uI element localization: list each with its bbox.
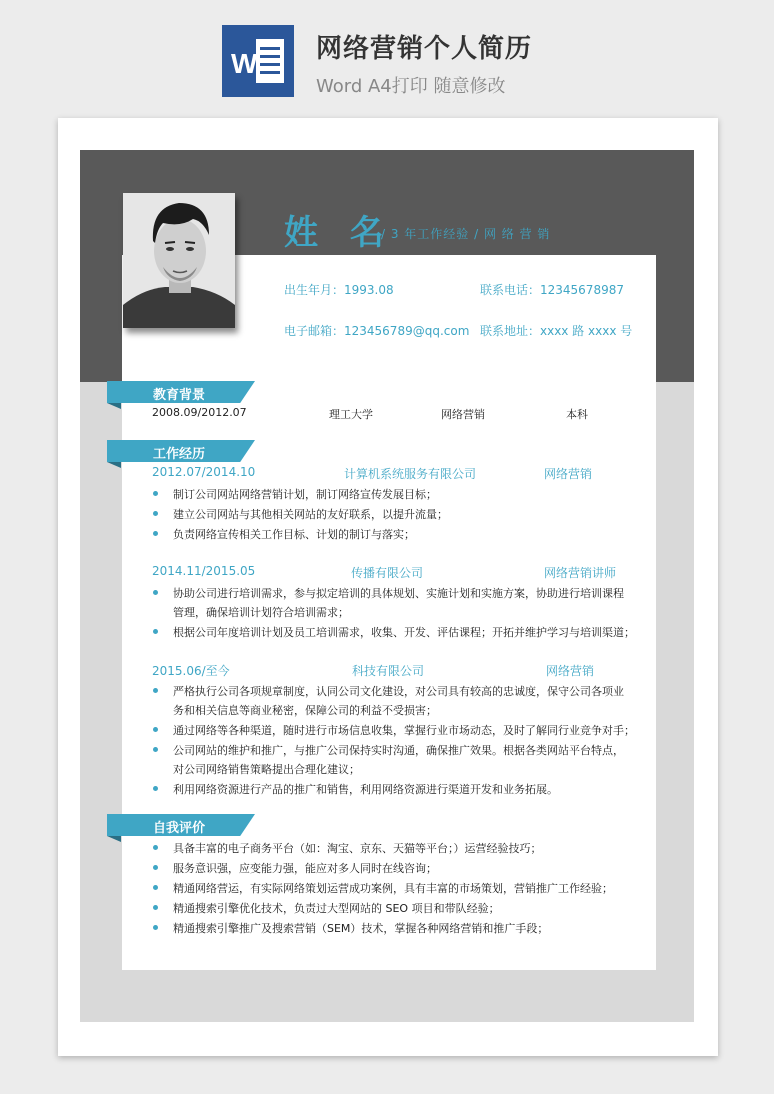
bullet-icon — [153, 925, 158, 930]
education-period: 2008.09/2012.07 — [152, 406, 247, 419]
bullet-icon — [153, 905, 158, 910]
job-duty: 通过网络等各种渠道，随时进行市场信息收集，掌握行业市场动态，及时了解同行业竞争对手； — [173, 724, 635, 737]
self-eval-item: 服务意识强，应变能力强，能应对多人同时在线咨询； — [173, 862, 437, 875]
birth-date: 出生年月：1993.08 — [284, 283, 394, 297]
section-title: 工作经历 — [153, 447, 206, 462]
section-title: 教育背景 — [153, 388, 206, 403]
job-position: 网络营销 — [546, 664, 595, 678]
candidate-tagline: / 3 年工作经验 / 网 络 营 销 — [381, 227, 551, 241]
bullet-icon — [153, 590, 158, 595]
word-icon-letter: W — [231, 48, 258, 79]
job-duty-continued: 对公司网络销售策略提出合理化建议； — [173, 763, 360, 776]
section-header-work — [107, 440, 257, 468]
bullet-icon — [153, 865, 158, 870]
bullet-icon — [153, 531, 158, 536]
job-duty: 公司网站的维护和推广，与推广公司保持实时沟通，确保推广效果。根据各类网站平台特点， — [173, 744, 624, 757]
self-eval-item: 精通网络营运，有实际网络策划运营成功案例，具有丰富的市场策划，营销推广工作经验； — [173, 882, 613, 895]
phone-number: 联系电话：12345678987 — [480, 283, 624, 297]
job-duty: 根据公司年度培训计划及员工培训需求，收集、开发、评估课程；开拓并维护学习与培训渠道； — [173, 626, 635, 639]
job-duty: 协助公司进行培训需求，参与拟定培训的具体规划、实施计划和实施方案，协助进行培训课程 — [173, 587, 624, 600]
education-degree: 本科 — [566, 408, 588, 421]
candidate-name: 姓 名 — [284, 213, 394, 253]
section-header-self-evaluation — [107, 814, 257, 842]
profile-photo — [123, 193, 235, 328]
job-duty-continued: 务和相关信息等商业秘密，保障公司的利益不受损害； — [173, 704, 437, 717]
job-period: 2012.07/2014.10 — [152, 465, 256, 479]
job-duty: 利用网络资源进行产品的推广和销售，利用网络资源进行渠道开发和业务拓展。 — [173, 783, 558, 796]
job-period: 2015.06/至今 — [152, 664, 230, 678]
bullet-icon — [153, 511, 158, 516]
word-document-icon — [222, 25, 294, 97]
job-duty: 制订公司网站网络营销计划，制订网络宣传发展目标； — [173, 488, 437, 501]
bullet-icon — [153, 491, 158, 496]
job-duty: 负责网络宣传相关工作目标、计划的制订与落实； — [173, 528, 415, 541]
job-period: 2014.11/2015.05 — [152, 564, 256, 578]
bullet-icon — [153, 747, 158, 752]
page-subtitle: Word A4打印 随意修改 — [316, 76, 506, 97]
job-position: 网络营销讲师 — [544, 566, 617, 580]
section-title: 自我评价 — [153, 821, 206, 836]
job-company: 计算机系统服务有限公司 — [344, 467, 477, 481]
page-title: 网络营销个人简历 — [316, 34, 533, 64]
self-eval-item: 精通搜索引擎推广及搜索营销（SEM）技术，掌握各种网络营销和推广手段； — [173, 922, 549, 935]
email-address: 电子邮箱：123456789@qq.com — [284, 324, 470, 338]
bullet-icon — [153, 727, 158, 732]
job-duty-continued: 管理，确保培训计划符合培训需求； — [173, 606, 349, 619]
job-duty: 严格执行公司各项规章制度，认同公司文化建设，对公司具有较高的忠诚度，保守公司各项业 — [173, 685, 624, 698]
self-eval-item: 精通搜索引擎优化技术，负责过大型网站的 SEO 项目和带队经验； — [173, 902, 500, 915]
education-school: 理工大学 — [329, 408, 373, 421]
self-eval-item: 具备丰富的电子商务平台（如：淘宝、京东、天猫等平台；）运营经验技巧； — [173, 842, 542, 855]
job-company: 科技有限公司 — [352, 664, 425, 678]
section-header-education — [107, 381, 257, 409]
bullet-icon — [153, 688, 158, 693]
bullet-icon — [153, 845, 158, 850]
postal-address: 联系地址：xxxx 路 xxxx 号 — [480, 324, 633, 338]
bullet-icon — [153, 629, 158, 634]
bullet-icon — [153, 786, 158, 791]
job-company: 传播有限公司 — [351, 566, 424, 580]
job-position: 网络营销 — [544, 467, 593, 481]
bullet-icon — [153, 885, 158, 890]
education-major: 网络营销 — [441, 408, 485, 421]
job-duty: 建立公司网站与其他相关网站的友好联系，以提升流量； — [173, 508, 448, 521]
